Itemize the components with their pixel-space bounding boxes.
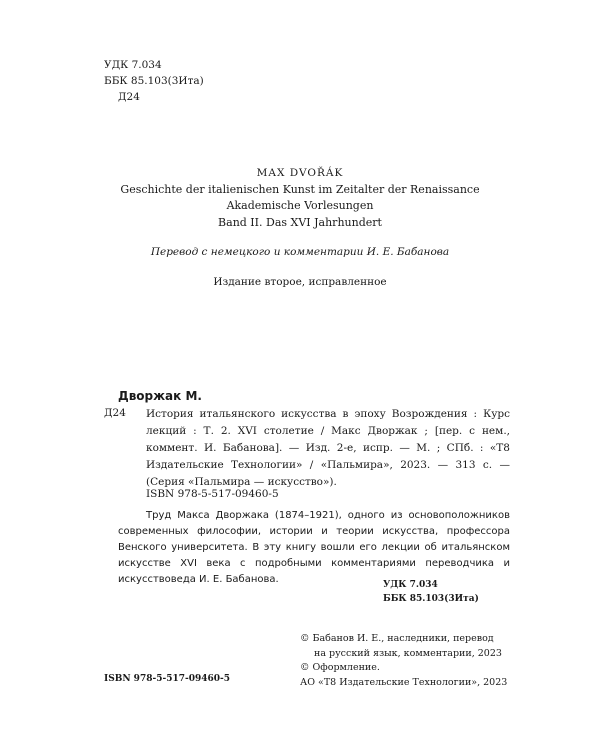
udc-code: УДК 7.034: [104, 59, 162, 71]
catalog-code: Д24: [104, 407, 126, 419]
copyright-line-1: © Бабанов И. Е., наследники, перевод: [300, 633, 494, 644]
copyright-line-4: АО «Т8 Издательские Технологии», 2023: [300, 676, 508, 688]
copyright-line-2: на русский язык, комментарии, 2023: [314, 647, 502, 659]
original-edition-block: [0, 165, 600, 231]
edition-note: Издание второе, исправленное: [213, 276, 387, 288]
author-mark: Д24: [118, 91, 140, 103]
classification-block-bottom: [383, 578, 479, 606]
original-author: MAX DVOŘÁK: [256, 167, 344, 179]
original-title: Geschichte der italienischen Kunst im Zeitalter der Renaissance: [120, 182, 480, 196]
annotation-text: Труд Макса Дворжака (1874–1921), одного из основоположников современных философии, истории и теории искусства, профессора Венского университета. В эту книгу вошли его лекции об итальянском искусстве XVI века с подробными комментариями переводчика и искусствоведа И. Е. Бабанова.: [118, 510, 510, 585]
classification-block-top: [104, 57, 204, 105]
bbk-code: ББК 85.103(3Ита): [104, 75, 204, 87]
original-subtitle: Akademische Vorlesungen: [226, 199, 374, 212]
isbn-bottom: ISBN 978-5-517-09460-5: [104, 674, 231, 684]
bbk-code-bottom: ББК 85.103(3Ита): [383, 594, 479, 604]
catalog-author-heading: Дворжак М.: [118, 389, 202, 403]
original-volume: Band II. Das XVI Jahrhundert: [218, 215, 382, 229]
copyright-block: [300, 632, 507, 690]
translation-note: Перевод с немецкого и комментарии И. Е. Бабанова: [150, 246, 450, 258]
catalog-description: История итальянского искусства в эпоху Возрождения : Курс лекций : Т. 2. XVI столетие / Макс Дворжак ; [пер. с нем., коммент. И. Бабанова]. — Изд. 2-е, испр. — М. ; СПб. : «Т8 Издательские Технологии» / «Пальмира», 2023. — 313 с. — (Серия «Пальмира — искусство»).: [146, 408, 510, 488]
udc-code-bottom: УДК 7.034: [383, 580, 438, 590]
copyright-line-3: © Оформление.: [300, 662, 380, 673]
catalog-isbn: ISBN 978-5-517-09460-5: [146, 488, 279, 500]
